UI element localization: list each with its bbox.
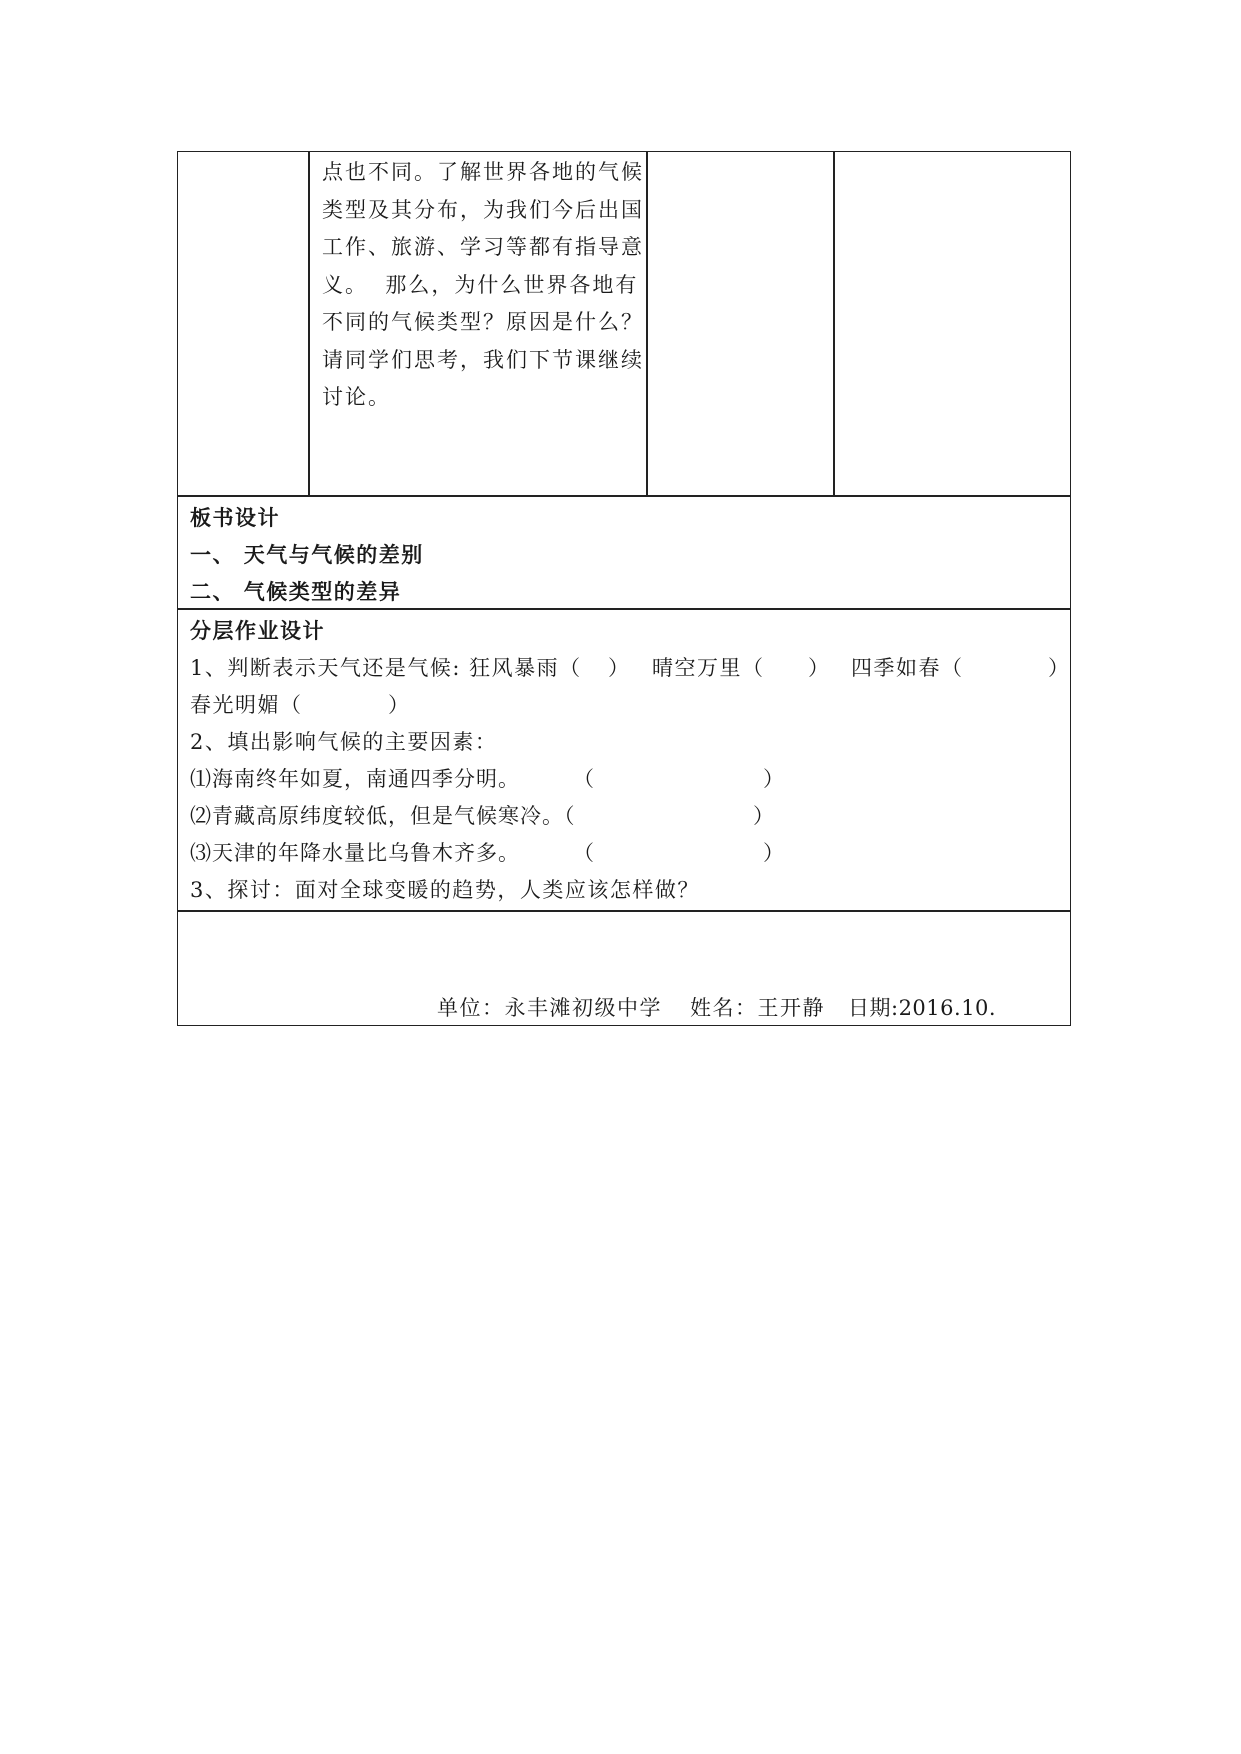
top-row-divider-3 xyxy=(833,152,835,495)
q1-close-1: ） xyxy=(608,656,631,680)
footer-unit: 单位：永丰滩初级中学 xyxy=(437,996,662,1020)
q1-mid-1: 晴空万里（ xyxy=(652,656,765,680)
q2-item-2: ⑵青藏高原纬度较低，但是气候寒冷。（ xyxy=(190,804,576,828)
q2-item-1-close: ） xyxy=(763,767,786,791)
q1-close-3: ） xyxy=(1048,656,1071,680)
row-divider-footer xyxy=(178,910,1070,912)
q1-close-2: ） xyxy=(808,656,831,680)
q2-item-1-open: （ xyxy=(573,767,596,791)
homework-title: 分层作业设计 xyxy=(190,619,325,643)
row-divider-board xyxy=(178,495,1070,497)
q1-line2-prefix: 春光明媚（ xyxy=(190,693,303,717)
q3: 3、探讨：面对全球变暖的趋势，人类应该怎样做？ xyxy=(190,878,700,902)
col2-line: 讨论。 xyxy=(322,385,391,409)
board-design-item-2: 二、 气候类型的差异 xyxy=(190,580,402,604)
footer-date: 日期:2016.10. xyxy=(848,996,997,1020)
col2-line: 义。 那么，为什么世界各地有 xyxy=(322,272,639,297)
row-divider-homework xyxy=(178,608,1070,610)
top-row-divider-2 xyxy=(646,152,648,495)
col2-line: 点也不同。了解世界各地的气候 xyxy=(322,160,644,184)
col2-line: 工作、旅游、学习等都有指导意 xyxy=(322,235,644,259)
q2-item-1: ⑴海南终年如夏，南通四季分明。 xyxy=(190,767,520,791)
q1-mid-2: 四季如春（ xyxy=(851,656,964,680)
footer-name: 姓名：王开静 xyxy=(690,996,825,1020)
q1-line2-close: ） xyxy=(388,693,411,717)
board-design-title: 板书设计 xyxy=(190,506,280,530)
board-design-item-1: 一、 天气与气候的差别 xyxy=(190,543,424,567)
col2-line: 类型及其分布，为我们今后出国 xyxy=(322,197,644,222)
q1-prefix: 1、判断表示天气还是气候: 狂风暴雨（ xyxy=(190,656,582,680)
q2-item-3: ⑶天津的年降水量比乌鲁木齐多。 xyxy=(190,841,520,865)
q2-item-3-open: （ xyxy=(573,841,596,865)
col2-line: 请同学们思考，我们下节课继续 xyxy=(322,347,644,372)
lesson-plan-table xyxy=(177,151,1071,1026)
q2-item-3-close: ） xyxy=(763,841,786,865)
top-row-divider-1 xyxy=(308,152,310,495)
q2-item-2-close: ） xyxy=(753,804,776,828)
col2-line: 不同的气候类型？原因是什么？ xyxy=(322,310,644,334)
q2-title: 2、填出影响气候的主要因素： xyxy=(190,730,498,754)
